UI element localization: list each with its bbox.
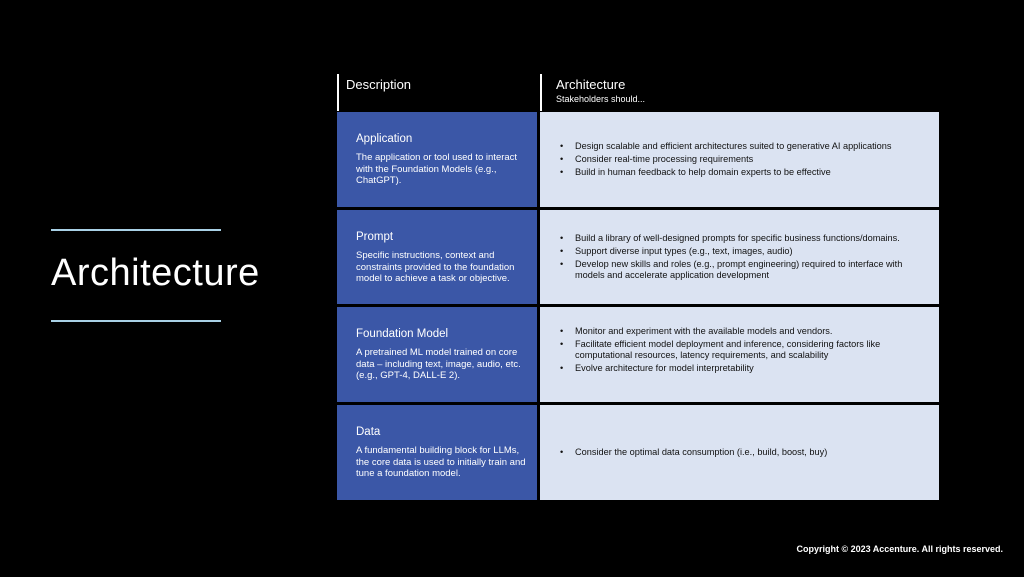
table-row-foundation-model: [337, 307, 939, 402]
slide-title: Architecture: [51, 252, 260, 294]
bullet-list: [560, 139, 925, 180]
row-description: A fundamental building block for LLMs, the core data is used to initially train and tune a foundation model.: [356, 445, 526, 479]
row-description: Specific instructions, context and constraints provided to the foundation model to achieve a task or objective.: [356, 250, 515, 284]
bullet-item: • Facilitate efficient model deployment and inference, considering factors like computational resources, latency requirements, and scalability: [560, 339, 925, 361]
bullet-item: • Develop new skills and roles (e.g., prompt engineering) required to interface with models and accelerate application development: [560, 259, 925, 281]
row-description: A pretrained ML model trained on core data – including text, image, audio, etc. (e.g., GPT-4, DALL-E 2).: [356, 347, 521, 381]
row-name: Application: [356, 133, 413, 145]
bullet-item: • Monitor and experiment with the available models and vendors.: [560, 326, 925, 337]
row-bullets-cell: [540, 307, 939, 402]
bullet-list: [560, 231, 925, 283]
bullet-item: • Design scalable and efficient architectures suited to generative AI applications: [560, 141, 925, 152]
row-bullets-cell: [540, 112, 939, 207]
header-description: [337, 74, 540, 111]
bullet-item: • Build in human feedback to help domain experts to be effective: [560, 167, 925, 178]
bullet-list: [560, 445, 925, 460]
row-label-cell: [337, 405, 537, 500]
architecture-table: [337, 74, 939, 502]
copyright-notice: Copyright © 2023 Accenture. All rights reserved.: [796, 544, 1003, 554]
row-label-cell: [337, 210, 537, 304]
header-description-label: Description: [346, 77, 412, 92]
row-description: The application or tool used to interact with the Foundation Models (e.g., ChatGPT).: [356, 152, 518, 186]
bullet-item: • Consider the optimal data consumption (i.e., build, boost, buy): [560, 447, 925, 458]
title-rule-top: [51, 229, 221, 231]
bullet-item: • Build a library of well-designed prompts for specific business functions/domains.: [560, 233, 925, 244]
row-bullets-cell: [540, 210, 939, 304]
table-row-data: [337, 405, 939, 500]
row-label-cell: [337, 112, 537, 207]
bullet-item: • Consider real-time processing requirements: [560, 154, 925, 165]
header-architecture: [540, 74, 939, 111]
row-name: Foundation Model: [356, 328, 449, 340]
row-name: Data: [356, 426, 381, 438]
header-architecture-sub: Stakeholders should...: [556, 94, 646, 104]
title-rule-bottom: [51, 320, 221, 322]
bullet-list: [560, 324, 925, 376]
table-row-prompt: [337, 210, 939, 304]
header-architecture-label: Architecture: [556, 77, 626, 92]
table-row-application: [337, 112, 939, 207]
bullet-item: • Support diverse input types (e.g., text, images, audio): [560, 246, 925, 257]
bullet-item: • Evolve architecture for model interpretability: [560, 363, 925, 374]
row-bullets-cell: [540, 405, 939, 500]
row-name: Prompt: [356, 231, 394, 243]
row-label-cell: [337, 307, 537, 402]
